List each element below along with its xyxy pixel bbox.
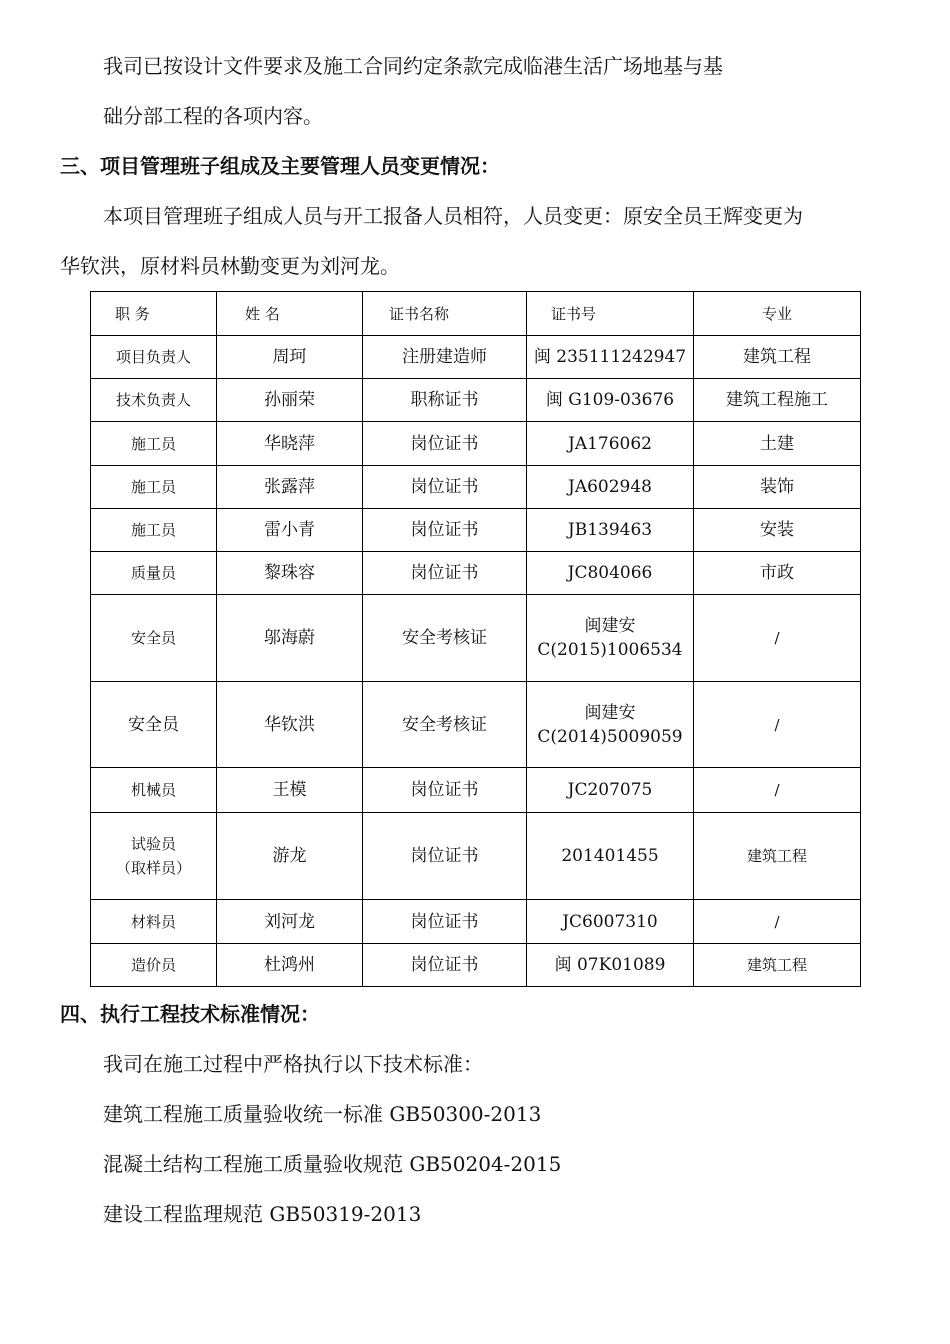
table-header-row [91, 292, 861, 336]
cert-no-line: 闽 07K01089 [554, 955, 666, 975]
cell-role: 项目负责人 [91, 336, 217, 379]
cell-cert-no [527, 768, 694, 813]
cell-role: 造价员 [91, 944, 217, 987]
cell-cert-no [527, 595, 694, 682]
cell-cert: 岗位证书 [363, 944, 527, 987]
cell-role: 机械员 [91, 768, 217, 813]
table-row [91, 466, 861, 509]
cell-role: 安全员 [91, 682, 217, 768]
cell-name: 游龙 [217, 813, 363, 900]
cell-name: 刘河龙 [217, 900, 363, 944]
cell-cert: 岗位证书 [363, 768, 527, 813]
cell-cert: 岗位证书 [363, 466, 527, 509]
paragraph-2-line-2: 华钦洪，原材料员林勤变更为刘河龙。 [60, 254, 400, 278]
cell-major: / [694, 900, 861, 944]
table-row [91, 813, 861, 900]
cert-no-line: 闽建安 [584, 616, 636, 636]
cell-major: 建筑工程 [694, 336, 861, 379]
cell-major: / [694, 682, 861, 768]
cell-cert-no [527, 379, 694, 422]
role-line: 试验员 [130, 835, 176, 853]
cell-role: 安全员 [91, 595, 217, 682]
cell-name: 邬海蔚 [217, 595, 363, 682]
cell-cert-no [527, 336, 694, 379]
cell-cert: 岗位证书 [363, 552, 527, 595]
cell-major: 土建 [694, 422, 861, 466]
paragraph-3: 我司在施工过程中严格执行以下技术标准： [103, 1052, 483, 1076]
header-role: 职 务 [91, 292, 217, 336]
cell-major: 建筑工程施工 [694, 379, 861, 422]
cell-cert: 岗位证书 [363, 422, 527, 466]
cell-name: 孙丽荣 [217, 379, 363, 422]
cell-name: 王模 [217, 768, 363, 813]
cell-major: / [694, 768, 861, 813]
table-row [91, 944, 861, 987]
cell-name: 周珂 [217, 336, 363, 379]
cert-no-line: JC6007310 [562, 911, 658, 932]
cell-cert: 注册建造师 [363, 336, 527, 379]
cell-cert: 安全考核证 [363, 595, 527, 682]
cert-no-line: C(2015)1006534 [537, 640, 683, 660]
cert-no-line: 闽建安 [584, 702, 636, 723]
table-row [91, 595, 861, 682]
table-row [91, 552, 861, 595]
table-row [91, 768, 861, 813]
cell-cert: 职称证书 [363, 379, 527, 422]
cell-role [91, 813, 217, 900]
cell-cert: 岗位证书 [363, 813, 527, 900]
cell-role: 施工员 [91, 509, 217, 552]
table-row [91, 682, 861, 768]
standard-2: 混凝土结构工程施工质量验收规范 GB50204-2015 [103, 1152, 562, 1176]
cert-no-line: C(2014)5009059 [537, 726, 683, 747]
cert-no-line: 闽 235111242947 [533, 347, 687, 367]
table-row [91, 509, 861, 552]
cell-name: 雷小青 [217, 509, 363, 552]
cell-role: 施工员 [91, 466, 217, 509]
cell-cert-no [527, 944, 694, 987]
table-row [91, 336, 861, 379]
cell-cert: 安全考核证 [363, 682, 527, 768]
cell-role: 材料员 [91, 900, 217, 944]
cell-major: 建筑工程 [694, 813, 861, 900]
cell-major: 安装 [694, 509, 861, 552]
cert-no-line: 201401455 [561, 846, 659, 866]
cell-major: / [694, 595, 861, 682]
table-row [91, 379, 861, 422]
cell-major: 装饰 [694, 466, 861, 509]
section-heading-4: 四、执行工程技术标准情况： [60, 1002, 320, 1026]
cell-cert-no [527, 813, 694, 900]
header-cert-no: 证书号 [527, 292, 694, 336]
paragraph-1-line-2: 础分部工程的各项内容。 [103, 104, 323, 128]
cell-name: 黎珠容 [217, 552, 363, 595]
cell-role: 施工员 [91, 422, 217, 466]
cell-cert-no [527, 900, 694, 944]
cell-name: 华钦洪 [217, 682, 363, 768]
cert-no-line: JB139463 [567, 520, 653, 540]
paragraph-2-line-1: 本项目管理班子组成人员与开工报备人员相符，人员变更：原安全员王辉变更为 [103, 204, 803, 228]
cell-role: 质量员 [91, 552, 217, 595]
header-major: 专业 [694, 292, 861, 336]
header-name: 姓 名 [217, 292, 363, 336]
cert-no-line: JC804066 [567, 563, 653, 583]
cell-role: 技术负责人 [91, 379, 217, 422]
table-row [91, 900, 861, 944]
cert-no-line: JA176062 [568, 433, 652, 454]
role-line: （取样员） [115, 859, 191, 877]
section-heading-3: 三、项目管理班子组成及主要管理人员变更情况： [60, 154, 500, 178]
cell-cert: 岗位证书 [363, 900, 527, 944]
cell-name: 华晓萍 [217, 422, 363, 466]
standard-3: 建设工程监理规范 GB50319-2013 [103, 1202, 422, 1226]
cell-cert-no [527, 466, 694, 509]
header-cert-name: 证书名称 [363, 292, 527, 336]
table-row [91, 422, 861, 466]
cert-no-line: 闽 G109-03676 [545, 390, 675, 410]
paragraph-1-line-1: 我司已按设计文件要求及施工合同约定条款完成临港生活广场地基与基 [103, 54, 723, 78]
cell-name: 杜鸿州 [217, 944, 363, 987]
cell-cert-no [527, 682, 694, 768]
cell-name: 张露萍 [217, 466, 363, 509]
cert-no-line: JA602948 [568, 477, 652, 497]
cert-no-line: JC207075 [567, 780, 653, 800]
standard-1: 建筑工程施工质量验收统一标准 GB50300-2013 [103, 1102, 542, 1126]
cell-cert-no [527, 552, 694, 595]
cell-cert: 岗位证书 [363, 509, 527, 552]
cell-major: 建筑工程 [694, 944, 861, 987]
cell-cert-no [527, 422, 694, 466]
cell-cert-no [527, 509, 694, 552]
staff-table [90, 291, 861, 987]
cell-major: 市政 [694, 552, 861, 595]
